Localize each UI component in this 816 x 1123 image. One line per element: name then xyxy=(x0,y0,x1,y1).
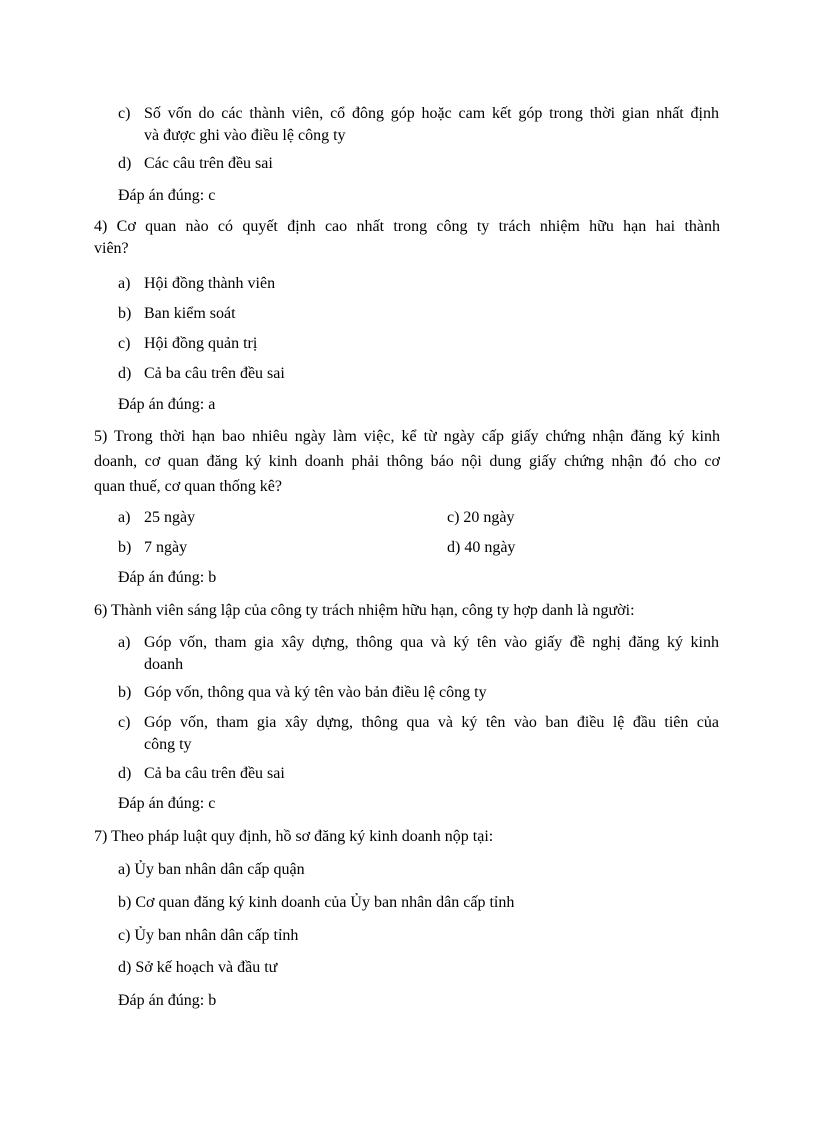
option-text xyxy=(144,103,719,147)
q6-answer: Đáp án đúng: c xyxy=(118,795,216,812)
q5-answer: Đáp án đúng: b xyxy=(118,569,217,586)
option-text xyxy=(144,632,719,676)
q6-question: 6) Thành viên sáng lập của công ty trách nhiệm hữu hạn, công ty hợp danh là người: xyxy=(94,602,635,619)
option-label: b) xyxy=(118,305,132,322)
q4-option-a xyxy=(118,273,275,295)
option-text xyxy=(144,712,719,756)
option-text-line: Góp vốn, tham gia xây dựng, thông qua và ký tên vào giấy đề nghị đăng ký kinh xyxy=(144,634,719,651)
option-text: Các câu trên đều sai xyxy=(144,155,273,172)
option-text: Hội đồng quản trị xyxy=(144,335,258,352)
q5-option-a xyxy=(118,507,195,529)
option-label: d) xyxy=(118,365,132,382)
option-label: c) xyxy=(118,714,131,731)
q4-answer: Đáp án đúng: a xyxy=(118,396,216,413)
q7-answer: Đáp án đúng: b xyxy=(118,992,217,1009)
q7-option-b: b) Cơ quan đăng ký kinh doanh của Ủy ban nhân dân cấp tỉnh xyxy=(118,894,515,911)
q6-option-d xyxy=(118,763,285,785)
option-label: b) xyxy=(118,539,132,556)
q3-answer: Đáp án đúng: c xyxy=(118,187,216,204)
question-line: doanh, cơ quan đăng ký kinh doanh phải thông báo nội dung giấy chứng nhận đó cho cơ xyxy=(94,453,720,470)
q6-option-a xyxy=(118,632,720,676)
q3-option-c xyxy=(118,103,720,147)
question-line: 5) Trong thời hạn bao nhiêu ngày làm việc, kể từ ngày cấp giấy chứng nhận đăng ký kinh xyxy=(94,428,720,445)
q7-option-c: c) Ủy ban nhân dân cấp tỉnh xyxy=(118,927,299,944)
option-text: Cả ba câu trên đều sai xyxy=(144,365,285,382)
option-text: 7 ngày xyxy=(144,539,188,556)
question-line: viên? xyxy=(94,240,129,257)
option-text: Góp vốn, thông qua và ký tên vào bản điều lệ công ty xyxy=(144,684,487,701)
option-label: a) xyxy=(118,509,131,526)
q3-option-d xyxy=(118,153,273,175)
option-text-line: Số vốn do các thành viên, cổ đông góp hoặc cam kết góp trong thời gian nhất định xyxy=(144,105,719,122)
option-label: a) xyxy=(118,634,131,651)
option-label: c) xyxy=(118,105,131,122)
q4-question xyxy=(94,216,720,260)
q7-question: 7) Theo pháp luật quy định, hồ sơ đăng ký kinh doanh nộp tại: xyxy=(94,828,494,845)
option-label: a) xyxy=(118,275,131,292)
option-label: d) xyxy=(118,765,132,782)
option-text: 25 ngày xyxy=(144,509,196,526)
q5-option-c: c) 20 ngày xyxy=(447,509,515,526)
q5-option-b xyxy=(118,537,187,559)
q6-option-c xyxy=(118,712,720,756)
q4-option-d xyxy=(118,363,285,385)
option-text-line: Góp vốn, tham gia xây dựng, thông qua và ký tên vào ban điều lệ đầu tiên của xyxy=(144,714,719,731)
option-text-line: và được ghi vào điều lệ công ty xyxy=(144,127,346,144)
option-label: d) xyxy=(118,155,132,172)
q7-option-a: a) Ủy ban nhân dân cấp quận xyxy=(118,861,305,878)
question-line: quan thuế, cơ quan thống kê? xyxy=(94,478,282,495)
option-text: Ban kiểm soát xyxy=(144,305,236,322)
option-label: c) xyxy=(118,335,131,352)
option-text-line: công ty xyxy=(144,736,192,753)
option-text-line: doanh xyxy=(144,656,184,673)
q6-option-b xyxy=(118,682,487,704)
q7-option-d: d) Sở kế hoạch và đầu tư xyxy=(118,959,278,976)
option-text: Cả ba câu trên đều sai xyxy=(144,765,285,782)
q5-question xyxy=(94,426,720,498)
q5-option-d: d) 40 ngày xyxy=(447,539,516,556)
option-label: b) xyxy=(118,684,132,701)
q4-option-b xyxy=(118,303,236,325)
option-text: Hội đồng thành viên xyxy=(144,275,276,292)
question-line: 4) Cơ quan nào có quyết định cao nhất trong công ty trách nhiệm hữu hạn hai thành xyxy=(94,218,720,235)
q4-option-c xyxy=(118,333,257,355)
